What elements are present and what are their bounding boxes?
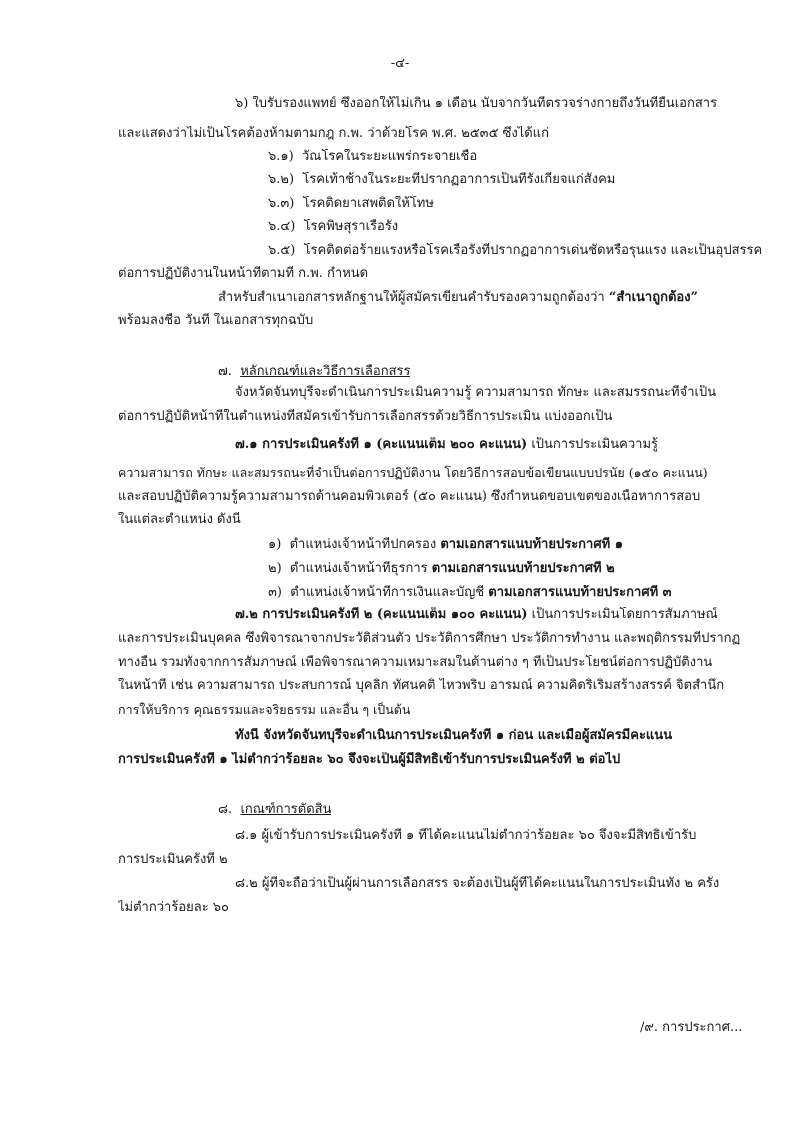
criterion-8-1-line-1: ๘.๑ ผู้เข้ารับการประเมินครั้งที่ ๑ ที่ได้คะแนนไม่ต่ำกว่าร้อยละ ๖๐ จึงจะมีสิทธิเข้ารับ: [235, 828, 697, 843]
copy-note-line-1: สำหรับสำเนาเอกสารหลักฐานให้ผู้สมัครเขียนคำรับรองความถูกต้องว่า “สำเนาถูกต้อง”: [218, 290, 699, 305]
round-2-line-3: ทางอื่น รวมทั้งจากการสัมภาษณ์ เพื่อพิจารณาความเหมาะสมในด้านต่าง ๆ ที่เป็นประโยชน์ต่อการปฏิบัติงาน: [118, 655, 713, 670]
round-2-line-5: การให้บริการ คุณธรรมและจริยธรรม และอื่น ๆ เป็นต้น: [118, 702, 411, 717]
item-6-line-1: ๖) ใบรับรองแพทย์ ซึ่งออกให้ไม่เกิน ๑ เดือน นับจากวันที่ตรวจร่างกายถึงวันที่ยื่นเอกสาร: [235, 96, 718, 111]
criterion-8-2-line-1: ๘.๒ ผู้ที่จะถือว่าเป็นผู้ผ่านการเลือกสรร จะต้องเป็นผู้ที่ได้คะแนนในการประเมินทั้ง ๒ ครั้ง: [235, 876, 720, 891]
sub-item-6-5: ๖.๕) โรคติดต่อร้ายแรงหรือโรคเรื้อรังที่ปรากฏอาการเด่นชัดหรือรุนแรง และเป็นอุปสรรค: [268, 243, 763, 258]
sub-item-6-3: ๖.๓) โรคติดยาเสพติดให้โทษ: [268, 196, 434, 211]
note-bold-line-1: ทั้งนี้ จังหวัดจันทบุรีจะดำเนินการประเมินครั้งที่ ๑ ก่อน และเมื่อผู้สมัครมีคะแนน: [235, 728, 673, 743]
section-7-intro-2: ต่อการปฏิบัติหน้าที่ในตำแหน่งที่สมัครเข้ารับการเลือกสรรด้วยวิธีการประเมิน แบ่งออกเป็น: [118, 409, 613, 424]
note-bold-line-2: การประเมินครั้งที่ ๑ ไม่ต่ำกว่าร้อยละ ๖๐ จึงจะเป็นผู้มีสิทธิเข้ารับการประเมินครั้งที่ ๒ ต่อไป: [118, 752, 621, 767]
round-1-line-4: ในแต่ละตำแหน่ง ดังนี้: [118, 512, 241, 527]
sub-item-6-4: ๖.๔) โรคพิษสุราเรื้อรัง: [268, 219, 399, 234]
section-7-intro-1: จังหวัดจันทบุรีจะดำเนินการประเมินความรู้ ความสามารถ ทักษะ และสมรรถนะที่จำเป็น: [235, 385, 717, 400]
position-item-3: ๓) ตำแหน่งเจ้าหน้าที่การเงินและบัญชี ตามเอกสารแนบท้ายประกาศที่ ๓: [268, 585, 672, 600]
criterion-8-1-line-2: การประเมินครั้งที่ ๒: [118, 852, 228, 867]
copy-note-line-2: พร้อมลงชื่อ วันที่ ในเอกสารทุกฉบับ: [118, 313, 314, 328]
round-1-line-2: ความสามารถ ทักษะ และสมรรถนะที่จำเป็นต่อการปฏิบัติงาน โดยวิธีการสอบข้อเขียนแบบปรนัย (๑๕๐ คะแนน): [118, 465, 708, 480]
round-1-heading: ๗.๑ การประเมินครั้งที่ ๑ (คะแนนเต็ม ๒๐๐ คะแนน) เป็นการประเมินความรู้: [235, 437, 659, 452]
criterion-8-2-line-2: ไม่ต่ำกว่าร้อยละ ๖๐: [118, 900, 229, 915]
continued-marker: /๙. การประกาศ...: [640, 1020, 743, 1035]
section-8-heading: ๘. เกณฑ์การตัดสิน: [218, 802, 332, 817]
round-1-line-3: และสอบปฏิบัติความรู้ความสามารถด้านคอมพิวเตอร์ (๕๐ คะแนน) ซึ่งกำหนดขอบเขตของเนื้อหาการสอบ: [118, 489, 701, 504]
sub-item-6-2: ๖.๒) โรคเท้าช้างในระยะที่ปรากฏอาการเป็นที่รังเกียจแก่สังคม: [268, 172, 616, 187]
round-2-line-2: และการประเมินบุคคล ซึ่งพิจารณาจากประวัติส่วนตัว ประวัติการศึกษา ประวัติการทำงาน และพฤติกรรมที่ปรากฏ: [118, 631, 741, 646]
position-item-2: ๒) ตำแหน่งเจ้าหน้าที่ธุรการ ตามเอกสารแนบท้ายประกาศที่ ๒: [268, 561, 615, 576]
sub-item-6-5-cont: ต่อการปฏิบัติงานในหน้าที่ตามที่ ก.พ. กำหนด: [118, 266, 369, 281]
section-7-heading: ๗. หลักเกณฑ์และวิธีการเลือกสรร: [218, 364, 411, 379]
page-number: -๔-: [390, 56, 410, 71]
position-item-1: ๑) ตำแหน่งเจ้าหน้าที่ปกครอง ตามเอกสารแนบท้ายประกาศที่ ๑: [268, 537, 623, 552]
round-2-heading: ๗.๒ การประเมินครั้งที่ ๒ (คะแนนเต็ม ๑๐๐ คะแนน) เป็นการประเมินโดยการสัมภาษณ์: [235, 607, 718, 622]
round-2-line-4: ในหน้าที่ เช่น ความสามารถ ประสบการณ์ บุคลิก ทัศนคติ ไหวพริบ อารมณ์ ความคิดริเริ่มสร้างสรรค์ จิตสำนึก: [118, 678, 725, 693]
sub-item-6-1: ๖.๑) วัณโรคในระยะแพร่กระจายเชื้อ: [268, 149, 478, 164]
item-6-line-2: และแสดงว่าไม่เป็นโรคต้องห้ามตามกฎ ก.พ. ว่าด้วยโรค พ.ศ. ๒๕๓๕ ซึ่งได้แก่: [118, 126, 549, 141]
